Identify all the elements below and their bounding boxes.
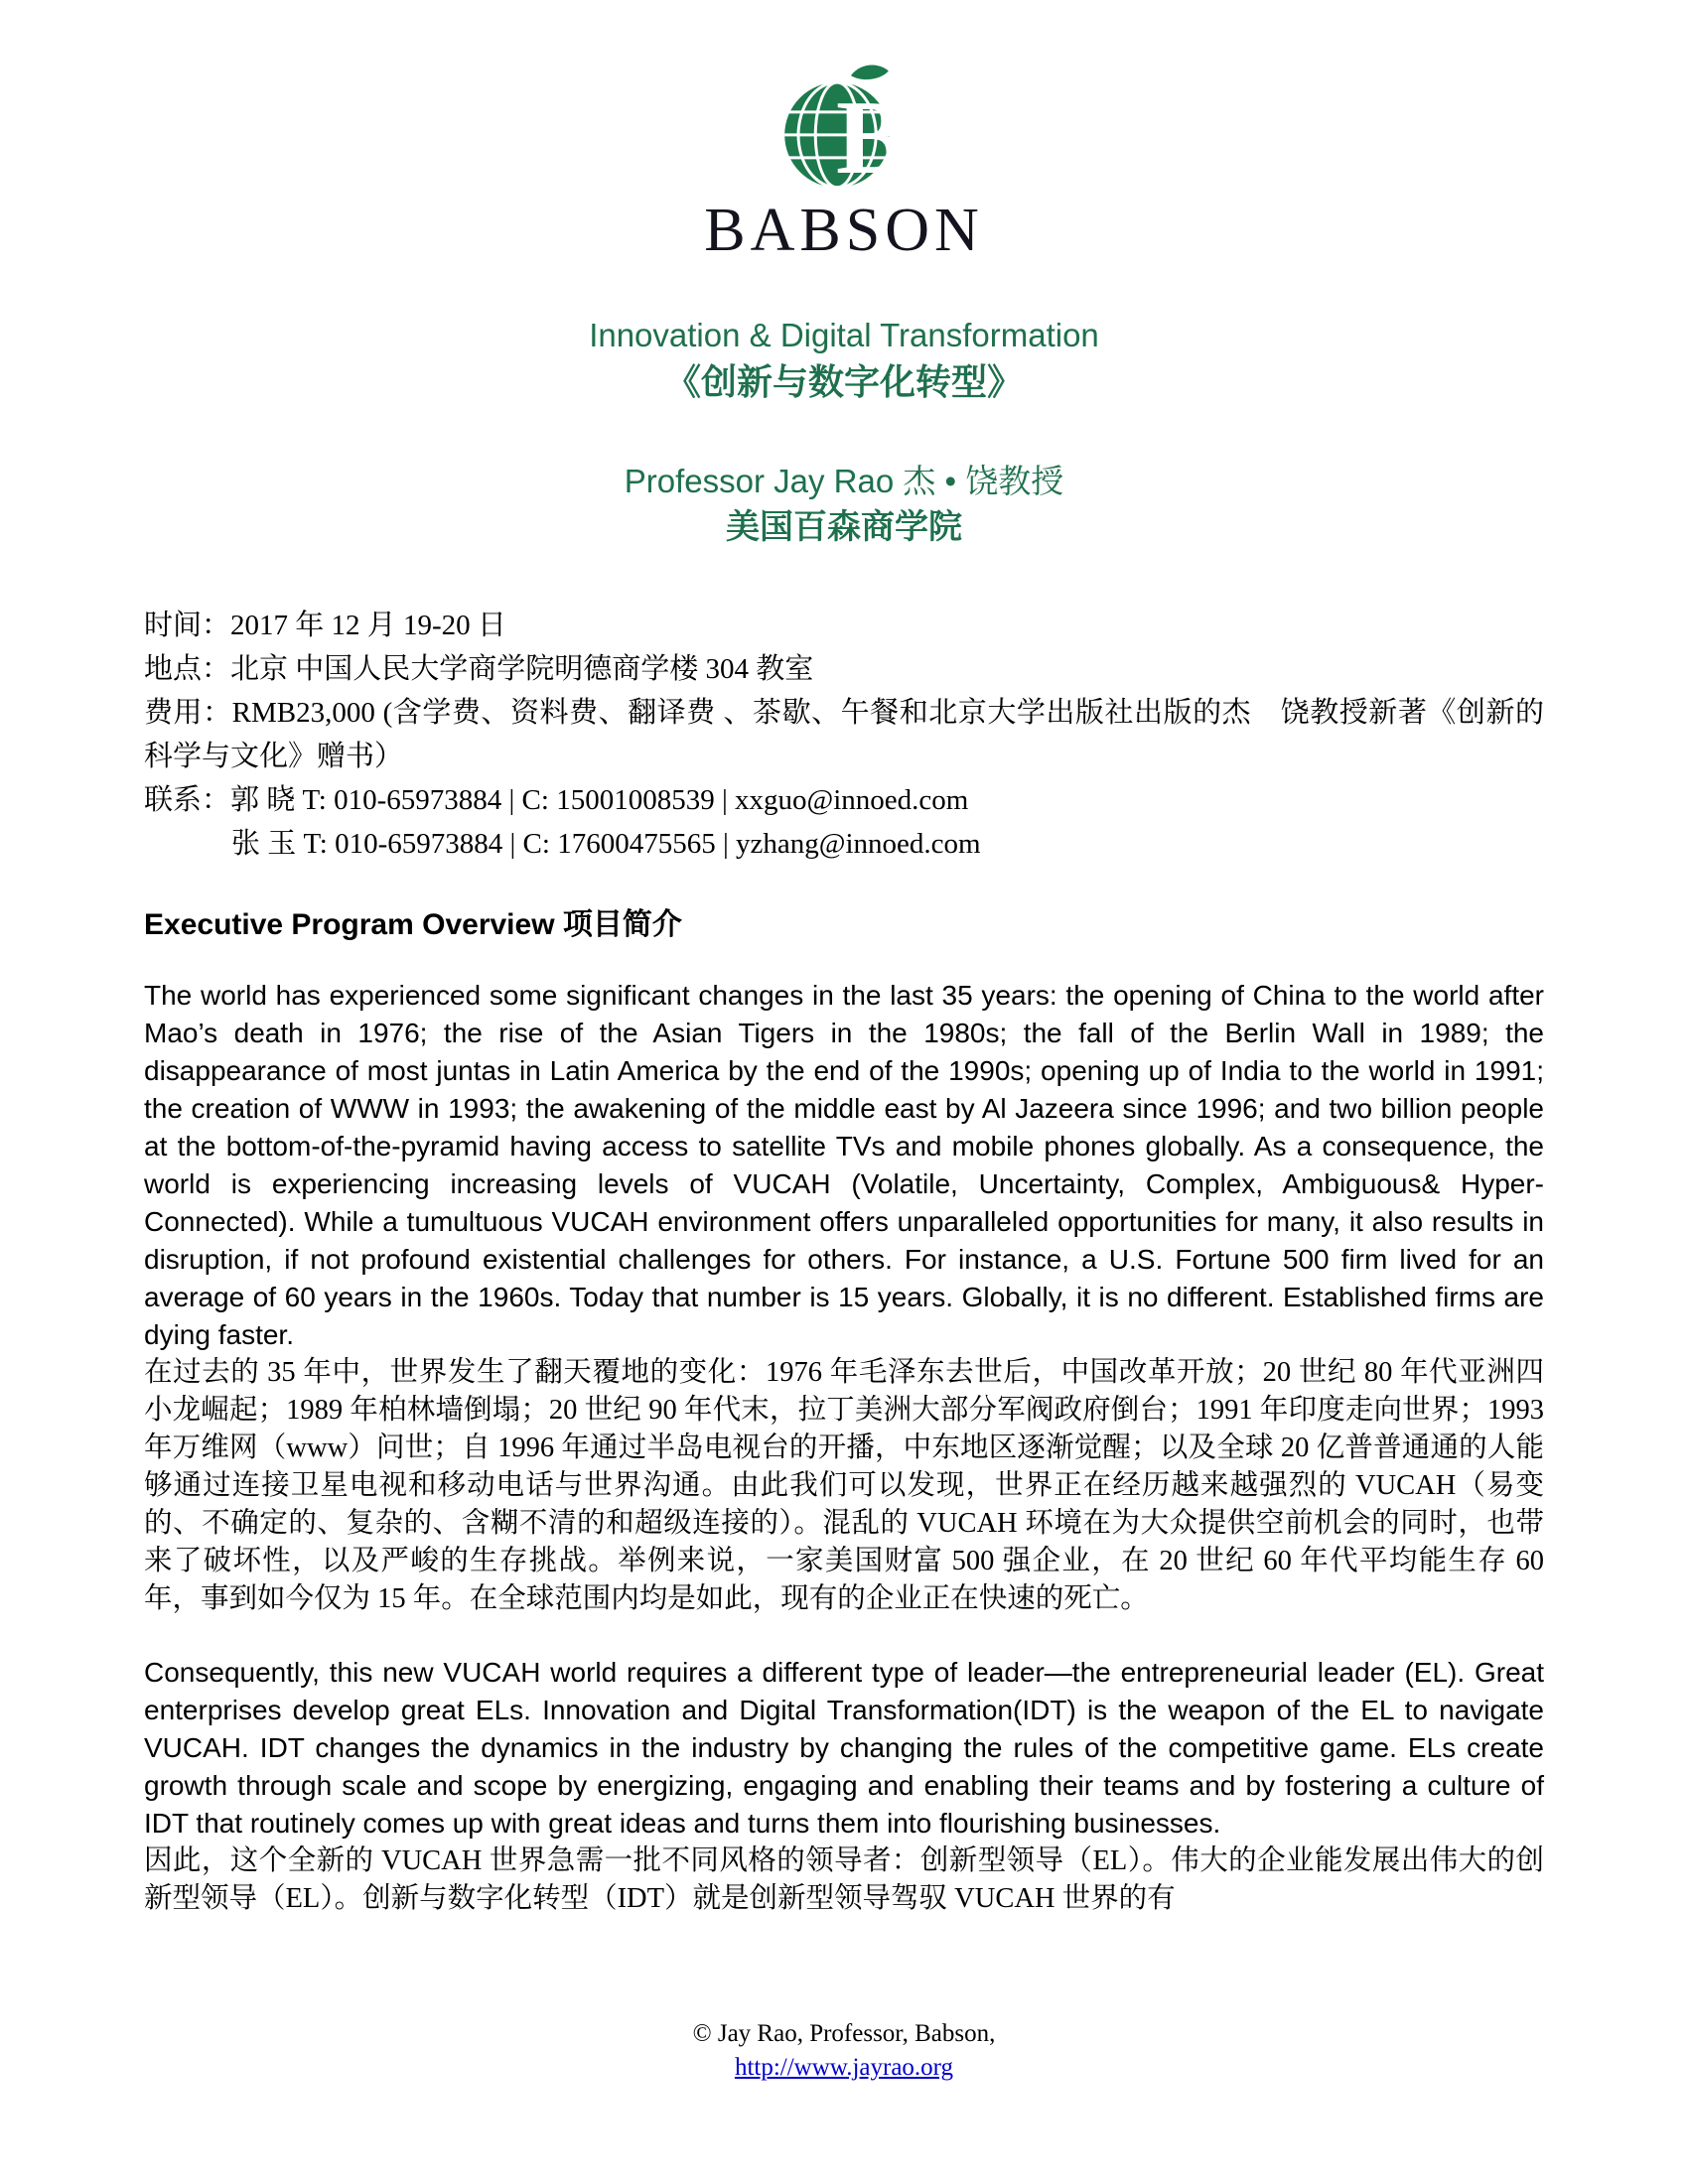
detail-contact-1: [144, 778, 1544, 822]
detail-fee-label: 费用：: [144, 697, 232, 729]
program-title-en: Innovation & Digital Transformation: [589, 317, 1099, 353]
school-name: 美国百森商学院: [726, 509, 962, 546]
detail-contact-label: 联系：: [144, 784, 231, 816]
detail-time-label: 时间：: [144, 610, 231, 641]
babson-wordmark: BABSON: [704, 197, 984, 264]
professor-block: [144, 461, 1544, 550]
overview-heading: Executive Program Overview 项目简介: [144, 908, 682, 941]
footer-link-row: [0, 2051, 1688, 2085]
overview-paragraph-1: [144, 977, 1544, 1618]
paragraph-1-english: The world has experienced some significant changes in the last 35 years: the opening of China to the world after Mao’s death in 1976; the rise of the Asian Tigers in the 1980s; the fall of the Berlin Wall in 1989; the disappearance of most juntas in Latin America by the end of the 1990s; opening up of India to the world in 1991; the creation of WWW in 1993; the awakening of the middle east by Al Jazeera since 1996; and two billion people at the bottom-of-the-pyramid having access to satellite TVs and mobile phones globally. As a consequence, the world is experiencing increasing levels of VUCAH (Volatile, Uncertainty, Complex, Ambiguous& Hyper-Connected). While a tumultuous VUCAH environment offers unparalleled opportunities for many, it also results in disruption, if not profound existential challenges for others. For instance, a U.S. Fortune 500 firm lived for an average of 60 years in the 1960s. Today that number is 15 years. Globally, it is no different. Established firms are dying faster.: [144, 980, 1544, 1350]
footer-copyright: © Jay Rao, Professor, Babson,: [692, 2020, 996, 2047]
logo-block: [144, 0, 1544, 262]
paragraph-1-chinese: 在过去的 35 年中，世界发生了翻天覆地的变化：1976 年毛泽东去世后，中国改革开放；20 世纪 80 年代亚洲四小龙崛起；1989 年柏林墙倒塌；20 世纪 90 年代末，拉丁美洲大部分军阀政府倒台；1991 年印度走向世界；1993 年万维网（www）问世；自 1996 年通过半岛电视台的开播，中东地区逐渐觉醒；以及全球 20 亿普普通通的人能够通过连接卫星电视和移动电话与世界沟通。由此我们可以发现，世界正在经历越来越强烈的 VUCAH（易变的、不确定的、复杂的、含糊不清的和超级连接的）。混乱的 VUCAH 环境在为大众提供空前机会的同时，也带来了破坏性，以及严峻的生存挑战。举例来说，一家美国财富 500 强企业，在 20 世纪 60 年代平均能生存 60 年，事到如今仅为 15 年。在全球范围内均是如此，现有的企业正在快速的死亡。: [144, 1357, 1544, 1614]
detail-fee: [144, 691, 1544, 778]
svg-text:B: B: [835, 78, 907, 196]
detail-time: [144, 604, 1544, 647]
detail-contact-line1: 郭 晓 T: 010-65973884 | C: 15001008539 | xxguo@innoed.com: [230, 784, 969, 816]
babson-globe-icon: [775, 60, 913, 197]
detail-location-value: 北京 中国人民大学商学院明德商学楼 304 教室: [230, 653, 814, 685]
detail-location-label: 地点：: [144, 653, 231, 685]
detail-contact-2: [144, 822, 1544, 866]
overview-paragraph-2: [144, 1654, 1544, 1918]
page-footer: [0, 2017, 1688, 2085]
detail-location: [144, 647, 1544, 691]
paragraph-2-chinese: 因此，这个全新的 VUCAH 世界急需一批不同风格的领导者：创新型领导（EL）。伟大的企业能发展出伟大的创新型领导（EL）。创新与数字化转型（IDT）就是创新型领导驾驭 VUCAH 世界的有: [144, 1845, 1544, 1914]
detail-time-value: 2017 年 12 月 19-20 日: [230, 610, 506, 641]
professor-name: Professor Jay Rao 杰 • 饶教授: [624, 463, 1064, 499]
program-title-block: [144, 316, 1544, 405]
program-details: [144, 604, 1544, 866]
paragraph-2-english: Consequently, this new VUCAH world requires a different type of leader—the entrepreneurial leader (EL). Great enterprises develop great ELs. Innovation and Digital Transformation(IDT) is the weapon of the EL to navigate VUCAH. IDT changes the dynamics in the industry by changing the rules of the competitive game. ELs create growth through scale and scope by energizing, engaging and enabling their teams and by fostering a culture of IDT that routinely comes up with great ideas and turns them into flourishing businesses.: [144, 1657, 1544, 1839]
detail-contact-line2: 张 玉 T: 010-65973884 | C: 17600475565 | yzhang@innoed.com: [231, 828, 981, 860]
program-title-zh: 《创新与数字化转型》: [664, 362, 1023, 402]
footer-website-link[interactable]: http://www.jayrao.org: [734, 2054, 954, 2081]
detail-fee-value: RMB23,000 (含学费、资料费、翻译费 、茶歇、午餐和北京大学出版社出版的杰 饶教授新著《创新的科学与文化》赠书）: [144, 697, 1544, 772]
